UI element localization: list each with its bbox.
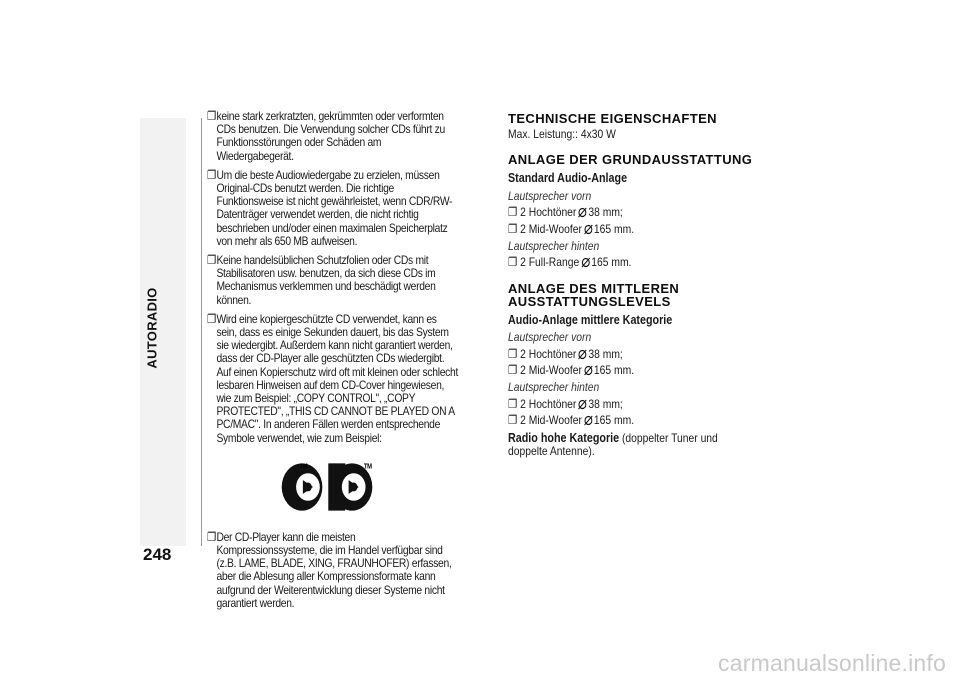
sidebar-divider — [201, 118, 202, 546]
spec-line — [508, 398, 757, 411]
spec-line — [508, 206, 757, 219]
spec-label: 2 Mid-Woofer — [520, 221, 582, 236]
diameter-icon — [584, 365, 593, 376]
spec-label: 2 Mid-Woofer — [520, 363, 582, 378]
list-item-text: Wird eine kopiergeschützte CD verwendet, kann es sein, dass es einige Sekunden dauert, bis das System sie wiedergibt. Außerdem kann nicht garantiert werden, dass der CD-Player alle geschützten CDs wiedergibt. Auf einen Kopierschutz wird oft mit kleinen oder schlecht lesbaren Hinweisen auf dem CD-Cover hingewiesen, wie zum Beispiel: „COPY CONTROL", „COPY PROTECTED", „THIS CD CANNOT BE PLAYED ON A PC/MAC". In anderen Fällen werden entsprechende Symbole verwendet, wie zum Beispiel: — [216, 311, 459, 445]
list-item-text: Keine handelsüblichen Schutzfolien oder CDs mit Stabilisatoren usw. benutzen, da sich diese CDs im Mechanismus verklemmen und beschädigt werden können. — [216, 253, 436, 307]
spec-size: 165 mm. — [593, 221, 635, 236]
radio-category-note: (doppelter Tuner und doppelte Antenne). — [508, 430, 718, 459]
spec-label: 2 Full-Range — [520, 255, 580, 270]
diameter-icon — [581, 257, 590, 268]
mid-equipment-section — [508, 282, 798, 459]
diameter-icon — [578, 399, 587, 410]
list-item — [207, 313, 458, 445]
speaker-group-label: Lautsprecher vorn — [508, 188, 592, 203]
diameter-icon — [578, 207, 587, 218]
right-column — [508, 112, 798, 471]
base-equipment-section — [508, 153, 798, 269]
diameter-icon — [578, 349, 587, 360]
left-column — [207, 110, 458, 616]
section-heading: TECHNISCHE EIGENSCHAFTEN — [508, 111, 717, 126]
trademark-mark: TM — [363, 462, 372, 471]
section-label: AUTORADIO — [144, 287, 160, 369]
max-power-value: Max. Leistung:: 4x30 W — [508, 127, 616, 141]
list-item-text: Der CD-Player kann die meisten Kompressionssysteme, die im Handel verfügbar sind (z.B. LAME, BLADE, XING, FRAUNHOFER) erfassen, aber die Ablesung aller Kompressionsformate kann aufgrund der Weiterentwicklung dieser Systeme nicht garantiert werden. — [216, 529, 452, 610]
spec-size: 165 mm. — [591, 255, 632, 270]
checkbox-bullet-icon: ❐ — [508, 413, 518, 428]
spec-line — [508, 348, 757, 361]
checkbox-bullet-icon: ❐ — [207, 253, 216, 268]
checkbox-bullet-icon: ❐ — [508, 363, 518, 378]
spec-label: 2 Hochtöner — [520, 346, 577, 361]
page-number: 248 — [143, 545, 172, 564]
radio-category-line — [508, 432, 757, 459]
copy-control-icon — [274, 459, 386, 513]
checkbox-bullet-icon: ❐ — [508, 205, 518, 220]
checkbox-bullet-icon: ❐ — [508, 396, 518, 411]
diameter-icon — [584, 415, 593, 426]
checkbox-bullet-icon: ❐ — [207, 109, 216, 123]
spec-line — [508, 414, 757, 427]
checkbox-bullet-icon: ❐ — [508, 255, 518, 270]
checkbox-bullet-icon: ❐ — [508, 221, 518, 236]
list-item-text: keine stark zerkratzten, gekrümmten oder verformten CDs benutzen. Die Verwendung solcher CDs führt zu Funktionsstörungen oder Schäden am Wiedergabegerät. — [216, 109, 445, 163]
list-item — [207, 169, 458, 248]
list-item-text: Um die beste Audiowiedergabe zu erzielen, müssen Original-CDs benutzt werden. Die richtige Funktionsweise ist nicht gewährleistet, wenn CDR/RW-Datenträger verwendet werden, die nicht richtig beschrieben und/oder einen maximalen Speicherplatz von mehr als 650 MB aufweisen. — [216, 167, 453, 248]
trademark-mark: TM — [299, 462, 308, 471]
spec-label: 2 Hochtöner — [520, 396, 577, 411]
spec-label: 2 Hochtöner — [520, 205, 577, 220]
watermark: carmanualsonline.info — [718, 650, 946, 676]
checkbox-bullet-icon: ❐ — [207, 311, 216, 326]
list-item — [207, 254, 458, 307]
section-heading: ANLAGE DER GRUNDAUSSTATTUNG — [508, 152, 753, 168]
list-item — [207, 110, 458, 163]
spec-size: 165 mm. — [593, 413, 635, 428]
spec-label: 2 Mid-Woofer — [520, 413, 582, 428]
checkbox-bullet-icon: ❐ — [508, 346, 518, 361]
diameter-icon — [584, 224, 593, 235]
spec-size: 38 mm; — [588, 205, 623, 220]
system-subheading: Standard Audio-Anlage — [508, 171, 628, 186]
list-item — [207, 531, 458, 610]
spec-size: 38 mm; — [588, 346, 623, 361]
section-heading: ANLAGE DES MITTLEREN — [508, 280, 680, 296]
checkbox-bullet-icon: ❐ — [207, 167, 216, 182]
spec-line — [508, 223, 757, 236]
section-heading: AUSSTATTUNGSLEVELS — [508, 293, 671, 309]
speaker-group-label: Lautsprecher hinten — [508, 380, 600, 395]
tech-specs-section — [508, 112, 798, 141]
spec-line — [508, 256, 757, 269]
checkbox-bullet-icon: ❐ — [207, 529, 216, 544]
system-subheading: Audio-Anlage mittlere Kategorie — [508, 312, 673, 327]
speaker-group-label: Lautsprecher vorn — [508, 330, 592, 345]
copy-protection-logos — [274, 459, 386, 511]
spec-line — [508, 364, 757, 377]
speaker-group-label: Lautsprecher hinten — [508, 239, 600, 254]
radio-category-title: Radio hohe Kategorie — [508, 430, 620, 445]
spec-size: 165 mm. — [593, 363, 635, 378]
spec-size: 38 mm; — [588, 396, 623, 411]
